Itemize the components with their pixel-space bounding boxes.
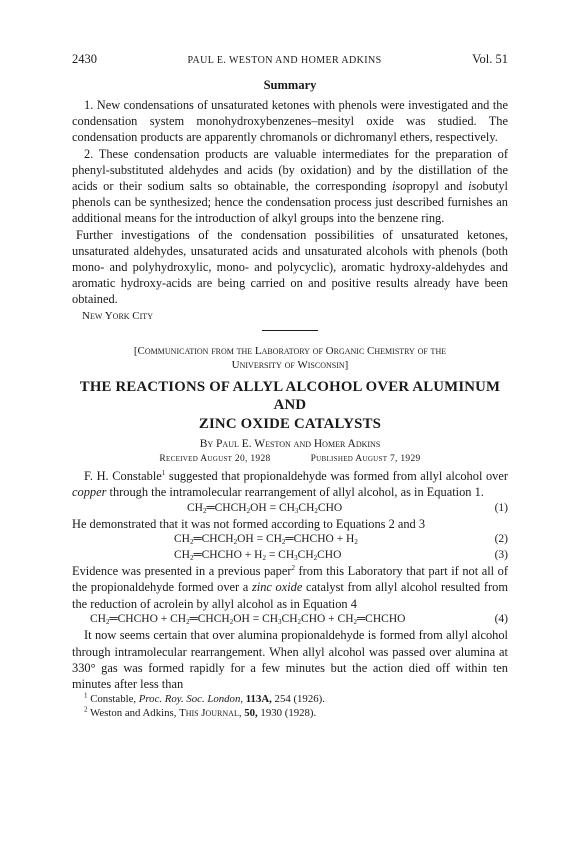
footnote-2: $^2$ Weston and Adkins, This Journal, 50, 1930 (1928). — [84, 705, 317, 720]
place-line: New York City — [82, 309, 153, 322]
body-paragraph-3: Evidence was presented in a previous paper$^2$ from this Laboratory that part if not all of the propionaldehyde formed over a zinc oxide catalyst from allyl alcohol resulted from the reduction of acrolein by allyl alcohol as in Equation 4 — [72, 564, 508, 611]
summary-heading: Summary — [263, 78, 317, 92]
body-paragraph-1: F. H. Constable$^1$ suggested that propionaldehyde was formed from allyl alcohol over copper through the intramolecular rearrangement of allyl alcohol, as in Equation 1. — [72, 469, 508, 500]
equation-3: $CH_2═CHCHO + H_2 = CH_3CH_2CHO$ (3) — [174, 548, 508, 562]
published-date: Published August 7, 1929 — [310, 454, 421, 465]
footnote-ref-1: 1 — [161, 469, 166, 478]
running-header — [72, 52, 508, 78]
footnote-1: $^1$ Constable, Proc. Roy. Soc. London, 113A, 254 (1926). — [84, 691, 325, 706]
byline: By Paul E. Weston and Homer Adkins — [199, 438, 381, 451]
body-paragraph-2: He demonstrated that it was not formed according to Equations 2 and 3 — [72, 517, 426, 532]
equation-1: $CH_2═CHCH_2OH = CH_3CH_2CHO$ (1) — [187, 501, 508, 515]
running-head-authors: PAUL E. WESTON AND HOMER ADKINS — [187, 55, 382, 66]
journal-page — [72, 52, 508, 720]
summary-paragraph-1: 1. New condensations of unsaturated ketones with phenols were investigated and the condensation system monohydroxybenzenes–mesityl oxide was studied. The condensation products are apparently chromanols or dichromanyl ethers, respectively. — [72, 98, 508, 145]
article-dates — [72, 452, 508, 466]
received-date: Received August 20, 1928 — [159, 454, 271, 465]
page-number: 2430 — [72, 52, 97, 66]
equation-2: $CH_2═CHCH_2OH$ = $CH_2═CHCHO + H_2$ (2) — [174, 533, 508, 547]
equation-4: $CH_2═CHCHO$ + $CH_2═CHCH_2OH = CH_3CH_2CHO$ + $CH_2═CHCHO$ (4) — [90, 612, 508, 626]
body-paragraph-4: It now seems certain that over alumina propionaldehyde is formed from allyl alcohol through intramolecular rearrangement. When allyl alcohol was passed over alumina at 330° gas was formed rapidly for a few minutes but the action died off within ten minutes after less than — [72, 628, 508, 691]
summary-paragraph-2: 2. These condensation products are valuable intermediates for the preparation of phenyl-substituted aldehydes and acids (by oxidation) and by the distillation of the acids or their sodium salts so obtainable, the corresponding isopropyl and isobutyl phenols can be synthesized; hence the condensation process just described furnishes an additional means for the introduction of alkyl groups into the benzene ring. — [72, 146, 509, 226]
footnote-ref-2: 2 — [291, 564, 295, 573]
summary-paragraph-3: Further investigations of the condensation possibilities of unsaturated ketones, unsaturated aldehydes, unsaturated acids and unsaturated alcohols with phenols (both mono- and polyhydroxylic, mono- and polycyclic), aromatic hydroxy-aldehydes and aromatic hydroxy-acids are being carried on and positive results already have been obtained. — [72, 227, 508, 307]
section-divider — [262, 330, 318, 331]
article-title: THE REACTIONS OF ALLYL ALCOHOL OVER ALUMINUM AND ZINC OXIDE CATALYSTS — [79, 378, 501, 432]
volume-number: Vol. 51 — [472, 52, 508, 66]
communication-line: [Communication from the Laboratory of Organic Chemistry of the University of Wisconsin] — [133, 344, 447, 371]
